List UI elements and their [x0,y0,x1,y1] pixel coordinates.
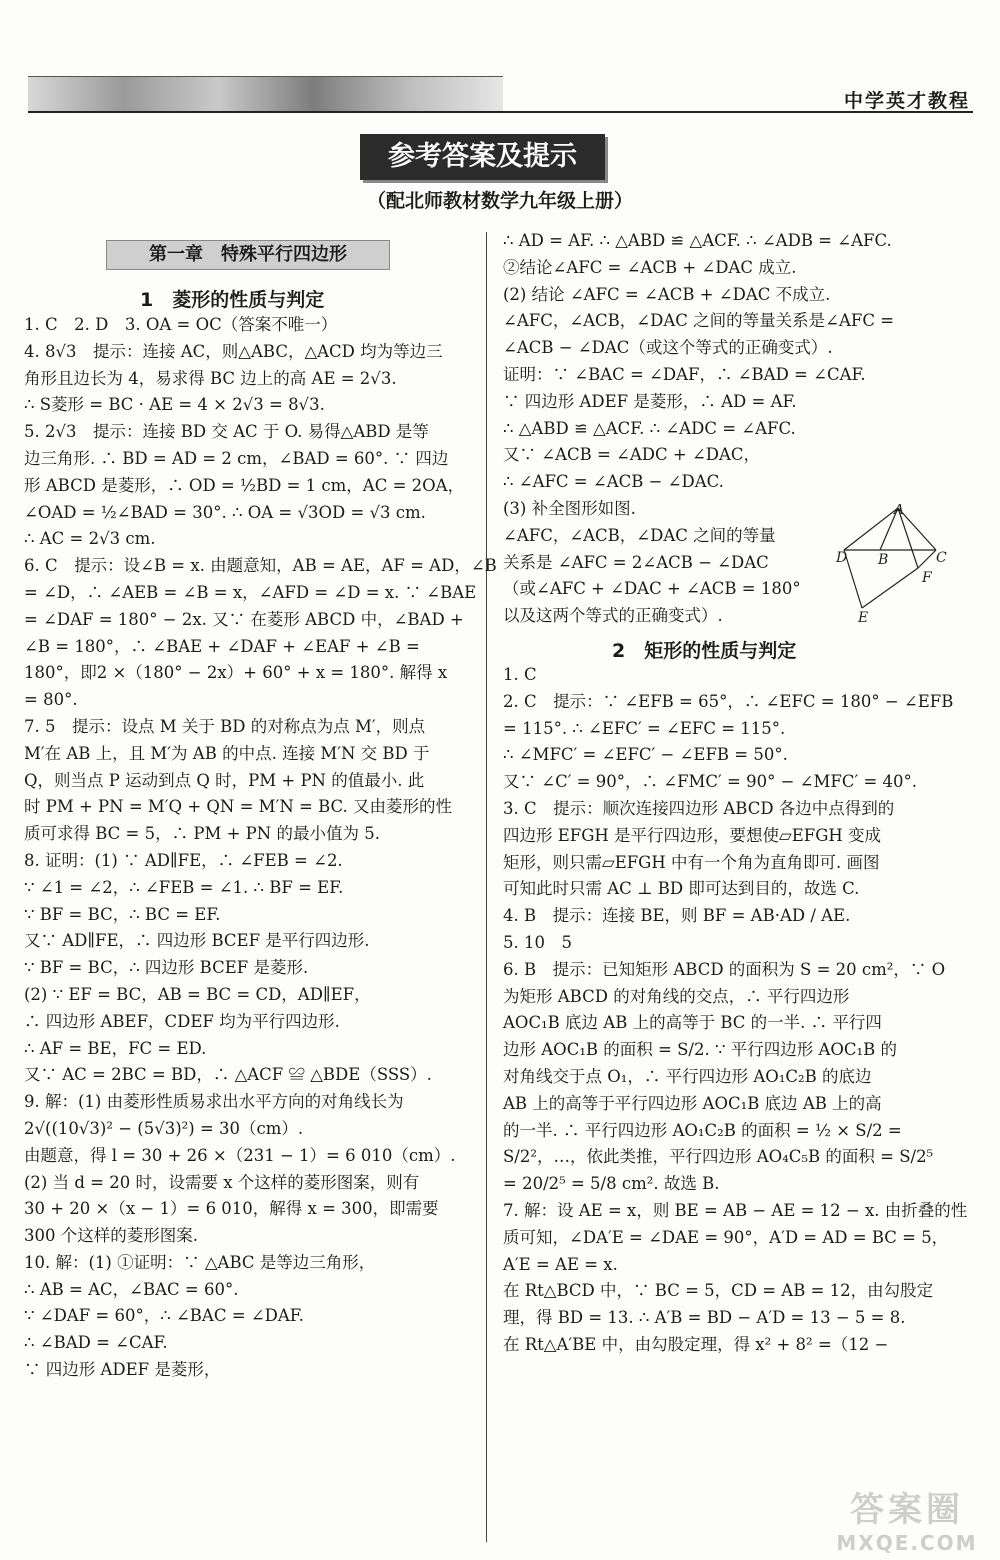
answer-line: AOC₁B 底边 AB 上的高等于 BC 的一半. ∴ 平行四 [503,1013,882,1033]
answer-line: 矩形，则只需▱EFGH 中有一个角为直角即可. 画图 [503,852,880,872]
answer-line: 在 Rt△BCD 中，∵ BC = 5，CD = AB = 12，由勾股定 [503,1281,934,1301]
answer-line: 4. 8√3 提示：连接 AC，则△ABC，△ACD 均为等边三 [24,341,443,361]
answer-line: 证明：∵ ∠BAC = ∠DAF，∴ ∠BAD = ∠CAF. [503,364,866,384]
answer-line: 1. C [503,665,537,684]
header-decorative-band [28,76,503,113]
answer-line: ∠AFC，∠ACB，∠DAC 之间的等量 [503,525,776,545]
section-heading-2: 2 矩形的性质与判定 [612,640,797,662]
answer-line: 5. 10 5 [503,932,572,952]
answer-line: 质可求得 BC = 5，∴ PM + PN 的最小值为 5. [24,824,380,844]
watermark-logo [832,1482,982,1555]
answer-line: ∵ BF = BC，∴ BC = EF. [24,904,221,924]
answer-line: A′E = AE = x. [503,1254,618,1274]
answer-line: 2. C 提示：∵ ∠EFB = 65°，∴ ∠EFC = 180° − ∠EFB [503,691,954,711]
answer-line: 关系是 ∠AFC = 2∠ACB − ∠DAC [503,552,769,572]
answer-line: 边三角形. ∴ BD = AD = 2 cm，∠BAD = 60°. ∵ 四边 [24,448,449,468]
answer-line: 5. 2√3 提示：连接 BD 交 AC 于 O. 易得△ABD 是等 [24,422,429,442]
answer-line: (2) 结论 ∠AFC = ∠ACB + ∠DAC 不成立. [503,284,831,304]
header-rule [28,111,973,113]
answer-line: 6. B 提示：已知矩形 ABCD 的面积为 S = 20 cm²，∵ O [503,959,946,979]
answer-line: 为矩形 ABCD 的对角线的交点，∴ 平行四边形 [503,986,850,1006]
watermark-line-2: MXQE.COM [836,1531,978,1555]
line-fc [918,550,936,568]
answer-line: 7. 解：设 AE = x，则 BE = AB − AE = 12 − x. 由折叠的性 [503,1200,968,1220]
answer-line: 角形且边长为 4，易求得 BC 边上的高 AE = 2√3. [24,368,397,388]
answer-line: ∠OAD = ½∠BAD = 30°. ∴ OA = √3OD = √3 cm. [24,502,426,522]
answer-line: 180°，即2 ×（180° − 2x）+ 60° + x = 180°. 解得 x [24,663,448,683]
answer-line: 边形 AOC₁B 的面积 = S/2. ∵ 平行四边形 AOC₁B 的 [503,1040,898,1060]
answer-line: 3. C 提示：顺次连接四边形 ABCD 各边中点得到的 [503,798,895,818]
label-a: A [894,504,905,518]
answer-line: 可知此时只需 AC ⊥ BD 即可达到目的，故选 C. [503,879,860,899]
answer-line: ∠AFC，∠ACB，∠DAC 之间的等量关系是∠AFC = [503,311,895,331]
answer-line: ②结论∠AFC = ∠ACB + ∠DAC 成立. [503,257,797,277]
answer-line: (2) ∵ EF = BC，AB = BC = CD，AD∥EF， [24,984,371,1004]
answer-line: S/2²，…，依此类推，平行四边形 AO₄C₅B 的面积 = S/2⁵ [503,1147,934,1167]
answer-line: 质可知，∠DA′E = ∠DAE = 90°，A′D = AD = BC = 5， [503,1227,949,1247]
answer-line: 7. 5 提示：设点 M 关于 BD 的对称点为点 M′，则点 [24,716,426,736]
left-column [24,312,497,1384]
answer-line: ∴ ∠AFC = ∠ACB − ∠DAC. [503,472,724,492]
answer-line: 又∵ ∠ACB = ∠ADC + ∠DAC， [503,445,761,465]
answer-line: 理，得 BD = 13. ∴ A′B = BD − A′D = 13 − 5 = 8. [503,1308,906,1328]
answer-line: 以及这两个等式的正确变式）. [503,606,723,626]
answer-line: ∵ ∠1 = ∠2，∴ ∠FEB = ∠1. ∴ BF = EF. [24,877,344,897]
answer-line: ∴ AF = BE，FC = ED. [24,1038,207,1058]
answer-line: 又∵ AD∥FE，∴ 四边形 BCEF 是平行四边形. [24,931,370,951]
answer-line: = 20/2⁵ = 5/8 cm². 故选 B. [503,1174,720,1194]
answer-line: ∴ S菱形 = BC · AE = 4 × 2√3 = 8√3. [24,395,325,415]
page-title: 参考答案及提示 [360,134,605,180]
answer-line: 的一半. ∴ 平行四边形 AO₁C₂B 的面积 = ½ × S/2 = [503,1120,902,1140]
answer-line: 1. C 2. D 3. OA = OC（答案不唯一） [24,315,338,334]
answer-line: ∠B = 180°，∴ ∠BAE + ∠DAF + ∠EAF + ∠B = [24,636,420,656]
label-b: B [878,552,889,568]
page-subtitle: （配北师教材数学九年级上册） [366,190,633,212]
label-c: C [936,550,947,566]
answer-line: Q，则当点 P 运动到点 Q 时，PM + PN 的值最小. 此 [24,770,425,790]
answer-line: 又∵ AC = 2BC = BD，∴ △ACF ≌ △BDE（SSS）. [24,1065,432,1085]
answer-line: 由题意，得 l = 30 + 26 ×（231 − 1）= 6 010（cm）. [24,1145,456,1165]
answer-line: 四边形 EFGH 是平行四边形，要想使▱EFGH 变成 [503,825,882,845]
answer-line: 8. 证明：(1) ∵ AD∥FE，∴ ∠FEB = ∠2. [24,850,343,870]
label-d: D [836,550,848,566]
answer-line: （或∠AFC + ∠DAC + ∠ACB = 180° [503,579,801,599]
answer-line: AB 上的高等于平行四边形 AOC₁B 底边 AB 上的高 [503,1093,882,1113]
right-column-bottom [503,662,967,1359]
answer-line: 形 ABCD 是菱形，∴ OD = ½BD = 1 cm，AC = 2OA， [24,475,465,495]
chapter-heading: 第一章 特殊平行四边形 [106,240,390,270]
answer-line: (2) 当 d = 20 时，设需要 x 个这样的菱形图案，则有 [24,1172,420,1192]
answer-line: 对角线交于点 O₁，∴ 平行四边形 AO₁C₂B 的底边 [503,1066,872,1086]
answer-line: 9. 解：(1) 由菱形性质易求出水平方向的对角线长为 [24,1092,404,1112]
answer-line: = ∠DAF = 180° − 2x. 又∵ 在菱形 ABCD 中，∠BAD + [24,609,464,629]
answer-line: M′在 AB 上，且 M′为 AB 的中点. 连接 M′N 交 BD 于 [24,743,430,763]
line-ef [862,568,918,608]
rhombus-figure [836,504,966,624]
answer-line: ∵ 四边形 ADEF 是菱形，∴ AD = AF. [503,391,797,411]
answer-line: = 115°. ∴ ∠EFC′ = ∠EFC = 115°. [503,718,786,738]
answer-line: 4. B 提示：连接 BE，则 BF = AB·AD / AE. [503,906,851,926]
answer-line: ∴ AD = AF. ∴ △ABD ≌ △ACF. ∴ ∠ADB = ∠AFC. [503,231,892,250]
answer-line: 30 + 20 ×（x − 1）= 6 010，解得 x = 300，即需要 [24,1199,439,1219]
header-brand: 中学英才教程 [843,90,970,112]
label-e: E [858,610,869,624]
watermark-line-1: 答案圈 [850,1490,964,1530]
answer-line: ∴ AB = AC，∠BAC = 60°. [24,1279,239,1299]
answer-line: ∴ ∠MFC′ = ∠EFC′ − ∠EFB = 50°. [503,745,788,765]
answer-line: ∵ ∠DAF = 60°，∴ ∠BAC = ∠DAF. [24,1306,304,1326]
answer-line: ∵ 四边形 ADEF 是菱形， [24,1360,221,1380]
answer-line: 又∵ ∠C′ = 90°，∴ ∠FMC′ = 90° − ∠MFC′ = 40°. [503,772,918,792]
answer-line: ∴ ∠BAD = ∠CAF. [24,1333,168,1353]
answer-line: ∠ACB − ∠DAC（或这个等式的正确变式）. [503,338,833,358]
answer-line: 2√((10√3)² − (5√3)²) = 30（cm）. [24,1118,304,1138]
section-heading-1: 1 菱形的性质与判定 [140,289,325,311]
answer-line: 6. C 提示：设∠B = x. 由题意知，AB = AE，AF = AD，∠B [24,556,497,576]
answer-line: ∴ 四边形 ABEF，CDEF 均为平行四边形. [24,1011,340,1031]
answer-line: 在 Rt△A′BE 中，由勾股定理，得 x² + 8² =（12 − [503,1334,889,1354]
answer-line: ∵ BF = BC，∴ 四边形 BCEF 是菱形. [24,958,309,978]
answer-line: 时 PM + PN = M′Q + QN = M′N = BC. 又由菱形的性 [24,797,453,817]
answer-line: 300 个这样的菱形图案. [24,1226,198,1246]
label-f: F [922,570,932,586]
answer-line: = ∠D，∴ ∠AEB = ∠B = x，∠AFD = ∠D = x. ∵ ∠BAE [24,582,477,602]
answer-line: ∴ △ABD ≌ △ACF. ∴ ∠ADC = ∠AFC. [503,418,796,438]
line-ad [844,508,898,550]
answer-line: ∴ AC = 2√3 cm. [24,529,156,549]
answer-line: (3) 补全图形如图. [503,498,636,518]
answer-line: 10. 解：(1) ①证明：∵ △ABC 是等边三角形， [24,1252,376,1272]
answer-line: = 80°. [24,690,78,710]
